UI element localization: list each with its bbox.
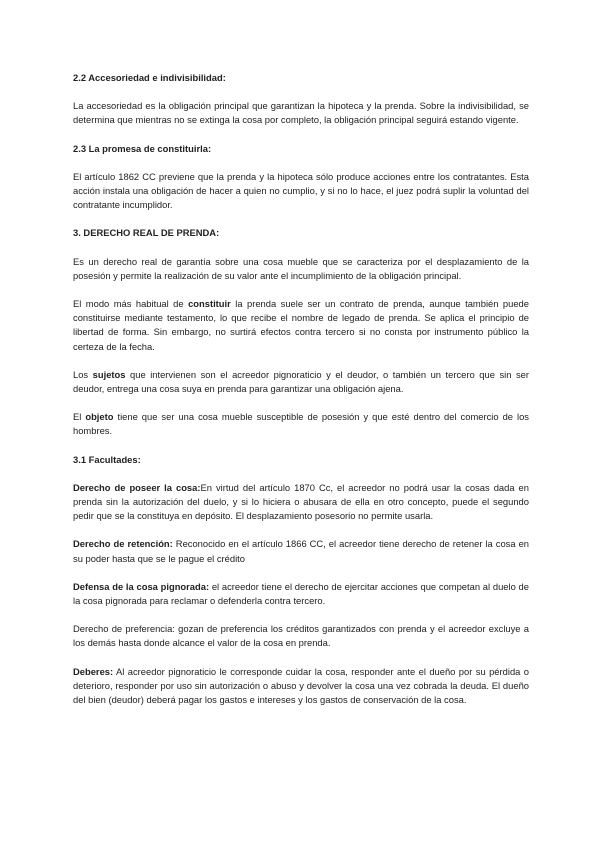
section-2-2-heading: 2.2 Accesoriedad e indivisibilidad:: [73, 72, 226, 83]
section-2-2-paragraph: La accesoriedad es la obligación principal que garantizan la hipoteca y la prenda. Sobre la indivisibilidad, se determina que mientras no se extinga la cosa por completo, la obligación principal seguirá estando vigente.: [73, 100, 529, 126]
text-run: que intervienen son el acreedor pignoraticio y el deudor, o también un tercero que sin ser deudor, entrega una cosa suya en prenda para garantizar una obligación ajena.: [73, 368, 529, 395]
section-2-3-paragraph: El artículo 1862 CC previene que la prenda y la hipoteca sólo produce acciones entre los contratantes. Esta acción instala una obligación de hacer a quien no cumplio, y si no lo hace, el juez podrá suplir la voluntad del contratante incumplidor.: [73, 170, 529, 211]
section-3-paragraph-objeto: [73, 410, 529, 438]
text-run: Los: [73, 368, 93, 380]
facultad-preferencia-paragraph: Derecho de preferencia: gozan de preferencia los créditos garantizados con prenda y el acreedor excluye a los demás hasta donde alcance el valor de la cosa en prenda.: [73, 623, 529, 649]
deberes-label: Deberes:: [73, 665, 114, 677]
text-run: En virtud del artículo 1870 Cc, el acreedor no podrá usar la cosas dada en prenda sin la autorización del duelo, y si lo hiciera o abusara de ella en otro concepto, puede el segundo pedir que se la constituya en depósito. El desplazamiento posesorio no permite usarla.: [73, 481, 529, 522]
facultad-retencion-paragraph: [73, 537, 529, 565]
facultad-poseer-label: Derecho de poseer la cosa:: [73, 481, 201, 493]
section-3-1-heading: 3.1 Facultades:: [73, 453, 141, 465]
section-3-paragraph-definition: Es un derecho real de garantía sobre una cosa mueble que se caracteriza por el desplazamiento de la posesión y permite la realización de su valor ante el incumplimiento de la obligación principal.: [73, 255, 529, 281]
text-run: Al acreedor pignoraticio le corresponde cuidar la cosa, responder ante el dueño por su pérdida o deterioro, responder por uso sin autorización o abuso y devolver la cosa una vez cobrada la deuda. El dueño del bien (deudor) deberá pagar los gastos e intereses y los gastos de conservación de la cosa.: [73, 665, 529, 706]
document-page: [73, 71, 529, 721]
keyword-objeto: objeto: [85, 411, 114, 423]
facultad-defensa-label: Defensa de la cosa pignorada:: [73, 580, 210, 592]
facultad-retencion-label: Derecho de retención:: [73, 538, 173, 550]
section-3-heading: 3. DERECHO REAL DE PRENDA:: [73, 227, 220, 239]
text-run: Reconocido en el artículo 1866 CC, el acreedor tiene derecho de retener la cosa en su poder hasta que se le pague el crédito: [73, 538, 530, 564]
text-run: tiene que ser una cosa mueble susceptible de posesión y que esté dentro del comercio de los hombres.: [73, 411, 529, 437]
section-3-paragraph-constitucion: [73, 297, 529, 354]
text-run: El: [73, 411, 86, 423]
section-3-paragraph-sujetos: [73, 368, 529, 396]
keyword-constituir: constituir: [188, 298, 231, 310]
deberes-paragraph: [73, 665, 529, 708]
text-run: la prenda suele ser un contrato de prenda, aunque también puede constituirse mediante testamento, lo que recibe el nombre de legado de prenda. Se aplica el principio de libertad de forma. Sin embargo, no surtirá efectos contra tercero si no consta por instrumento público la certeza de la fecha.: [73, 298, 529, 352]
facultad-poseer-paragraph: [73, 481, 529, 524]
text-run: el acreedor tiene el derecho de ejercitar acciones que competan al duelo de la cosa pignorada para reclamar o defenderla contra tercero.: [73, 580, 529, 607]
facultad-defensa-paragraph: [73, 580, 529, 608]
text-run: El modo más habitual de: [73, 298, 189, 310]
section-2-3-heading: 2.3 La promesa de constituirla:: [73, 142, 212, 154]
keyword-sujetos: sujetos: [92, 368, 126, 380]
